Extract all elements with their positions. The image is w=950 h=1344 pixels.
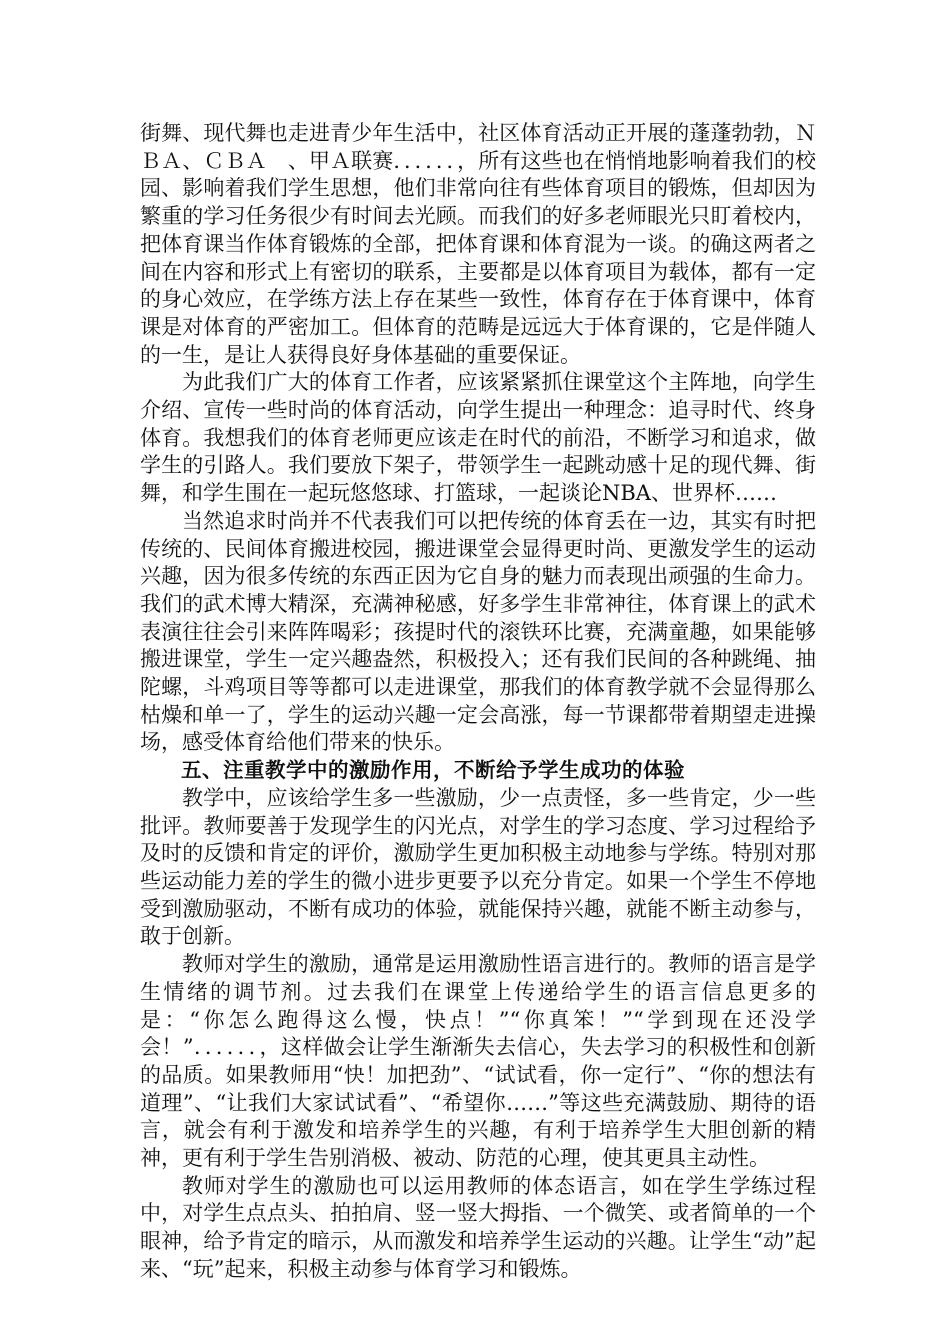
paragraph-3: 当然追求时尚并不代表我们可以把传统的体育丢在一边，其实有时把传统的、民间体育搬进校园，搬进课堂会显得更时尚、更激发学生的运动兴趣，因为很多传统的东西正因为它自身的魅力而表现出顽强的生命力。我们的武术博大精深，充满神秘感，好多学生非常神往，体育课上的武术表演往往会引来阵阵喝彩；孩提时代的滚铁环比赛，充满童趣，如果能够搬进课堂，学生一定兴趣盎然，积极投入；还有我们民间的各种跳绳、抽陀螺，斗鸡项目等等都可以走进课堂，那我们的体育教学就不会显得那么枯燥和单一了，学生的运动兴趣一定会高涨，每一节课都带着期望走进操场，感受体育给他们带来的快乐。 — [140, 508, 816, 755]
paragraph-4: 教学中，应该给学生多一些激励，少一点责怪，多一些肯定，少一些批评。教师要善于发现学生的闪光点，对学生的学习态度、学习过程给予及时的反馈和肯定的评价，激励学生更加积极主动地参与学练。特别对那些运动能力差的学生的微小进步更要予以充分肯定。如果一个学生不停地受到激励驱动，不断有成功的体验，就能保持兴趣，就能不断主动参与，敢于创新。 — [140, 785, 816, 949]
paragraph-1: 街舞、现代舞也走进青少年生活中，社区体育活动正开展的蓬蓬勃勃，ＮＢＡ、ＣＢＡ 、甲Ａ联赛．．．．．．，所有这些也在悄悄地影响着我们的校园、影响着我们学生思想，他们非常向往有些体育项目的锻炼，但却因为繁重的学习任务很少有时间去光顾。而我们的好多老师眼光只盯着校内，把体育课当作体育锻炼的全部，把体育课和体育混为一谈。的确这两者之间在内容和形式上有密切的联系，主要都是以体育项目为载体，都有一定的身心效应，在学练方法上存在某些一致性，体育存在于体育课中，体育课是对体育的严密加工。但体育的范畴是远远大于体育课的，它是伴随人的一生，是让人获得良好身体基础的重要保证。 — [140, 121, 816, 367]
paragraph-5: 教师对学生的激励，通常是运用激励性语言进行的。教师的语言是学生情绪的调节剂。过去我们在课堂上传递给学生的语言信息更多的是：“你怎么跑得这么慢，快点！”“你真笨！”“学到现在还没学会！”．．．．．．，这样做会让学生渐渐失去信心，失去学习的积极性和创新的品质。如果教师用“快！加把劲”、“试试看，你一定行”、“你的想法有道理”、“让我们大家试试看”、“希望你……”等这些充满鼓励、期待的语言，就会有利于激发和培养学生的兴趣，有利于培养学生大胆创新的精神，更有利于学生告别消极、被动、防范的心理，使其更具主动性。 — [140, 952, 816, 1171]
paragraph-6: 教师对学生的激励也可以运用教师的体态语言，如在学生学练过程中，对学生点点头、拍拍肩、竖一竖大拇指、一个微笑、或者简单的一个眼神，给予肯定的暗示，从而激发和培养学生运动的兴趣。让学生“动”起来、“玩”起来，积极主动参与体育学习和锻炼。 — [140, 1173, 816, 1281]
document-page — [140, 120, 816, 1284]
section-heading: 五、注重教学中的激励作用，不断给予学生成功的体验 — [181, 758, 685, 783]
paragraph-2: 为此我们广大的体育工作者，应该紧紧抓住课堂这个主阵地，向学生介绍、宣传一些时尚的体育活动，向学生提出一种理念：追寻时代、终身体育。我想我们的体育老师更应该走在时代的前沿，不断学习和追求，做学生的引路人。我们要放下架子，带领学生一起跳动感十足的现代舞、街舞，和学生围在一起玩悠悠球、打篮球，一起谈论NBA、世界杯…… — [140, 370, 816, 506]
